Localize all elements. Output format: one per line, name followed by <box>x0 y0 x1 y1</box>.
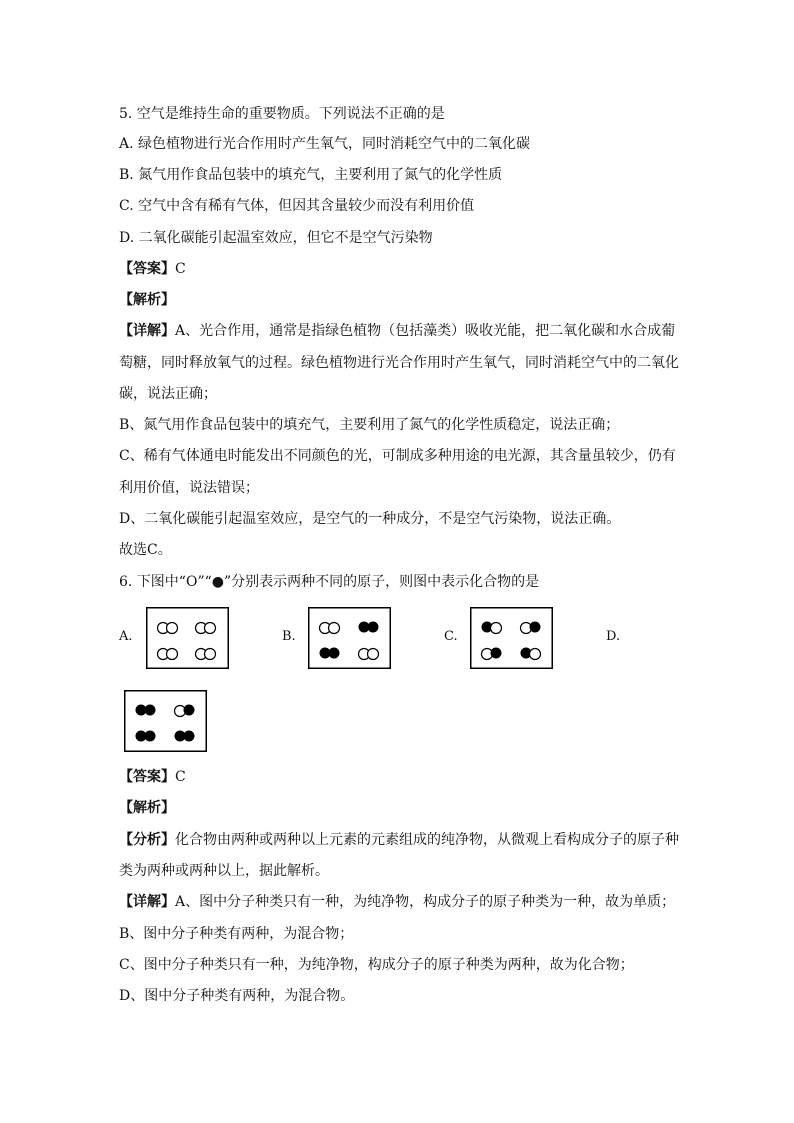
q5-detail-line-1: 【详解】A、光合作用，通常是指绿色植物（包括藻类）吸收光能，把二氧化碳和水合成葡 <box>119 323 676 339</box>
q5-option-c: C. 空气中含有稀有气体，但因其含量较少而没有利用价值 <box>119 198 475 214</box>
q6-detail-line-3: C、图中分子种类只有一种，为纯净物，构成分子的原子种类为两种，故为化合物； <box>119 957 634 973</box>
q5-detail-line-2: 萄糖，同时释放氧气的过程。绿色植物进行光合作用时产生氧气，同时消耗空气中的二氧化 <box>119 355 679 371</box>
q5-detail-line-3: 碳，说法正确； <box>119 386 217 402</box>
q6-answer-value: C <box>175 769 186 785</box>
molecule-hollow-hollow <box>158 623 178 634</box>
q5-detail-line-6: 利用价值，说法错误； <box>119 480 259 496</box>
q5-detail-label: 【详解】 <box>119 323 175 339</box>
molecule-hollow-hollow <box>359 649 379 660</box>
q6-detail-line-1: 【详解】A、图中分子种类只有一种，为纯净物，构成分子的原子种类为一种，故为单质； <box>119 894 676 910</box>
q6-option-b-diagram <box>308 607 391 669</box>
q5-option-b: B. 氮气用作食品包装中的填充气，主要利用了氮气的化学性质 <box>119 167 503 183</box>
q5-option-d: D. 二氧化碳能引起温室效应，但它不是空气污染物 <box>119 230 433 246</box>
q6-analysis-line-1: 【分析】化合物由两种或两种以上元素的元素组成的纯净物，从微观上看构成分子的原子种 <box>119 832 679 848</box>
q6-analysis-prefix: 【分析】 <box>119 832 175 848</box>
molecule-hollow-hollow <box>158 649 178 660</box>
q6-analysis-label: 【解析】 <box>119 800 175 816</box>
q6-option-c-label: C. <box>444 629 458 644</box>
q6-option-d-label: D. <box>606 629 621 644</box>
molecule-hollow-hollow <box>196 623 216 634</box>
q5-answer <box>119 259 679 279</box>
q5-detail-line-8: 故选C。 <box>119 542 172 558</box>
q6-answer-label: 【答案】 <box>119 769 175 785</box>
q5-detail-line-5: C、稀有气体通电时能发出不同颜色的光，可制成多种用途的电光源，其含量虽较少，仍有 <box>119 448 676 464</box>
q6-option-a-diagram <box>146 607 229 669</box>
q6-option-c-diagram <box>470 607 553 669</box>
molecule-hollow-hollow <box>320 623 340 634</box>
q6-option-b-label: B. <box>282 629 296 644</box>
q5-detail-line-4: B、氮气用作食品包装中的填充气，主要利用了氮气的化学性质稳定，说法正确； <box>119 417 620 433</box>
q5-option-a: A. 绿色植物进行光合作用时产生氧气，同时消耗空气中的二氧化碳 <box>119 136 531 152</box>
q5-detail-line-7: D、二氧化碳能引起温室效应，是空气的一种成分，不是空气污染物，说法正确。 <box>119 511 621 527</box>
q6-analysis-line-2: 类为两种或两种以上，据此解析。 <box>119 863 329 879</box>
q5-answer-value: C <box>175 261 186 277</box>
q6-option-a-label: A. <box>119 629 133 644</box>
q6-stem: 6. 下图中“O”“●”分别表示两种不同的原子，则图中表示化合物的是 <box>119 574 540 590</box>
q5-answer-label: 【答案】 <box>119 261 175 277</box>
molecule-hollow-hollow <box>196 649 216 660</box>
q6-detail-line-2: B、图中分子种类有两种，为混合物； <box>119 926 354 942</box>
q6-detail-label: 【详解】 <box>119 894 175 910</box>
q5-analysis-label: 【解析】 <box>119 292 175 308</box>
q6-option-d-diagram <box>124 690 207 752</box>
q6-answer <box>119 767 679 787</box>
q5-stem: 5. 空气是维持生命的重要物质。下列说法不正确的是 <box>119 106 445 122</box>
q6-detail-line-4: D、图中分子种类有两种，为混合物。 <box>119 988 355 1004</box>
